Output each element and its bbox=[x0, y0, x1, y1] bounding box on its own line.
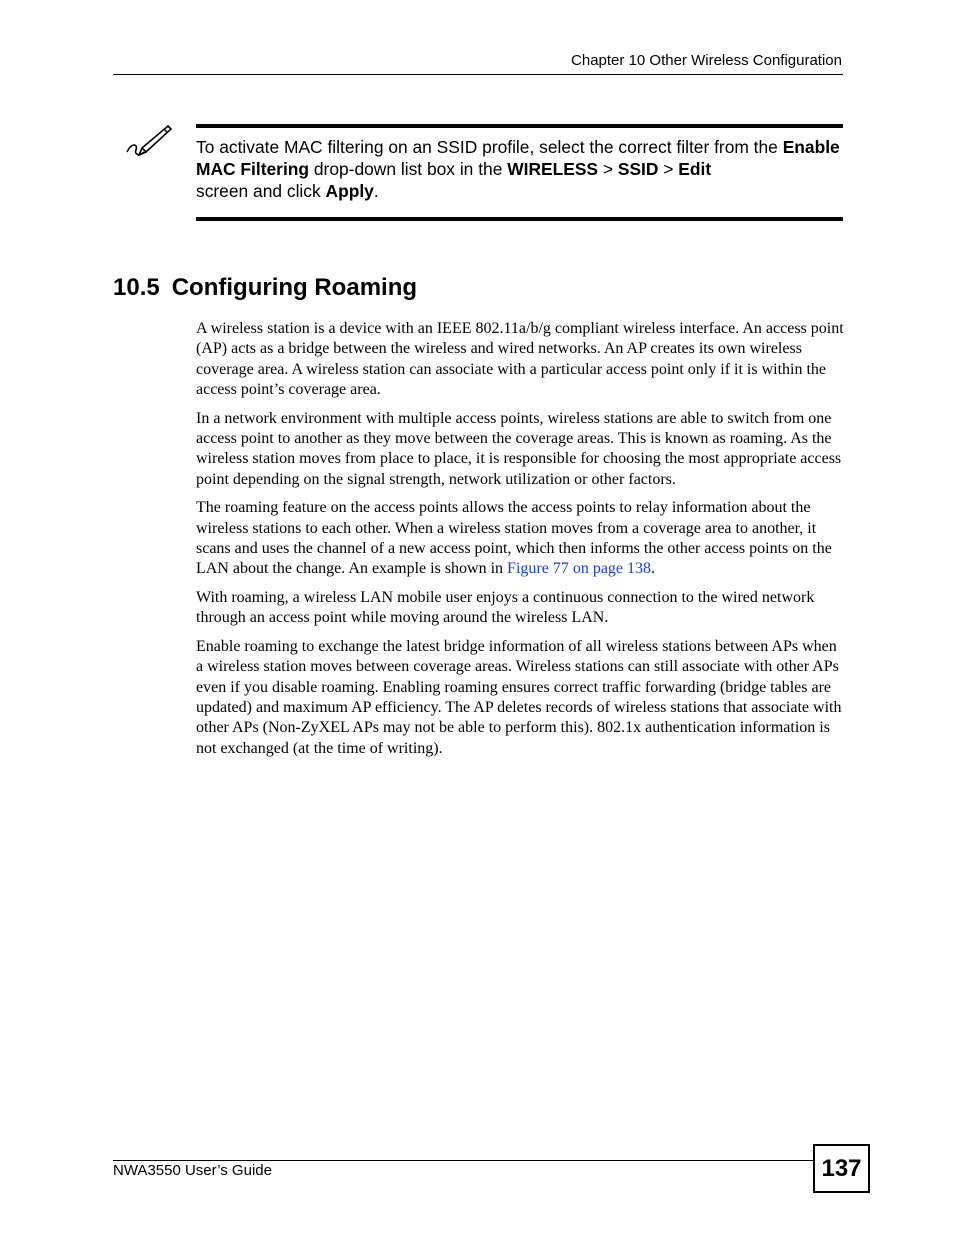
note-text bbox=[196, 136, 846, 202]
section-number: 10.5 bbox=[113, 274, 160, 301]
note-bold-ssid: SSID bbox=[617, 159, 659, 179]
footer-divider bbox=[113, 1160, 813, 1161]
paragraph-roaming-feature bbox=[196, 498, 844, 580]
paragraph-roaming-definition: In a network environment with multiple access points, wireless stations are able to switch from one access point to another as they move between the coverage areas. This is known as roaming. As the wireless station moves from place to place, it is responsible for choosing the most appropriate access point depending on the signal strength, network utilization or other factors. bbox=[196, 409, 842, 488]
note-bottom-rule bbox=[196, 217, 843, 221]
note-bold-wireless: WIRELESS bbox=[507, 159, 599, 179]
section-heading bbox=[113, 274, 417, 302]
header-divider bbox=[113, 74, 843, 75]
note-bold-apply: Apply bbox=[325, 181, 374, 201]
paragraph-wireless-station: A wireless station is a device with an IEEE 802.11a/b/g compliant wireless interface. An access point (AP) acts as a bridge between the wireless and wired networks. An AP creates its own wireless coverage area. A wireless station can associate with a particular access point only if it is within the access point’s coverage area. bbox=[196, 320, 844, 399]
page-number: 137 bbox=[813, 1144, 870, 1193]
note-bold-edit: Edit bbox=[678, 159, 712, 179]
footer-guide-title: NWA3550 User’s Guide bbox=[113, 1162, 272, 1179]
running-header: Chapter 10 Other Wireless Configuration bbox=[571, 52, 842, 69]
note-bold-enable-mac-filtering: Enable MAC Filtering bbox=[196, 137, 840, 179]
section-body bbox=[196, 319, 844, 767]
paragraph-mobile-user: With roaming, a wireless LAN mobile user enjoys a continuous connection to the wired network through an access point while moving around the wireless LAN. bbox=[196, 588, 815, 627]
note-segment: To activate MAC filtering on an SSID profile, select the correct filter from the bbox=[196, 137, 783, 157]
note-segment: > bbox=[658, 159, 679, 179]
section-title: Configuring Roaming bbox=[171, 274, 418, 301]
figure-77-link[interactable]: Figure 77 on page 138 bbox=[507, 560, 652, 578]
pen-writing-icon bbox=[124, 122, 174, 162]
paragraph-text: The roaming feature on the access points allows the access points to relay information about the wireless stations to each other. When a wireless station moves from a coverage area to another, it scans and uses the channel of a new access point, which then informs the other access points on the LAN about the change. An example is shown in bbox=[196, 499, 832, 578]
note-segment: . bbox=[373, 181, 379, 201]
note-top-rule bbox=[196, 124, 843, 128]
note-segment: screen and click bbox=[196, 181, 326, 201]
note-segment: > bbox=[598, 159, 618, 179]
paragraph-enable-roaming: Enable roaming to exchange the latest bridge information of all wireless stations between APs when a wireless station moves between coverage areas. Wireless stations can still associate with other APs even if you disable roaming. Enabling roaming ensures correct traffic forwarding (bridge tables are updated) and maximum AP efficiency. The AP deletes records of wireless stations that associate with other APs (Non-ZyXEL APs may not be able to perform this). 802.1x authentication information is not exchanged (at the time of writing). bbox=[196, 637, 842, 757]
note-segment: drop-down list box in the bbox=[309, 159, 508, 179]
paragraph-text: . bbox=[651, 560, 656, 578]
